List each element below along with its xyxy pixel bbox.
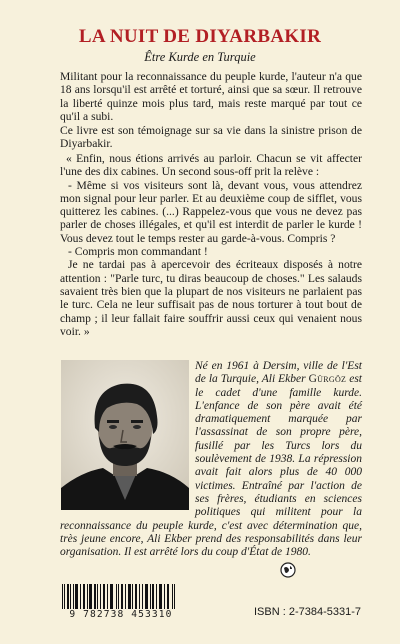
excerpt-paragraph: - Même si vos visiteurs sont là, devant vous, vous attendrez mon signal pour leur parler. Et au deuxième coup de sifflet, vous quitterez les cabines. (...) Rappelez-vous que vous ne devez pas parler de choses illégales, et qu'il est interdit de parler le kurde ! Vous devez tout le temps rester au garde-à-vous. Compris ? bbox=[60, 178, 362, 245]
author-name: Gürgöz bbox=[308, 373, 347, 386]
intro-blurb bbox=[60, 70, 362, 150]
book-subtitle: Être Kurde en Turquie bbox=[144, 50, 256, 64]
barcode-number: 9 782738 453310 bbox=[56, 609, 186, 621]
intro-paragraph: Ce livre est son témoignage sur sa vie dans la sinistre prison de Diyarbakir. bbox=[60, 123, 362, 151]
excerpt-paragraph: - Compris mon commandant ! bbox=[68, 245, 208, 259]
globe-icon bbox=[280, 562, 296, 578]
bio-text: est le cadet d'une famille kurde. L'enfance de son père avait été dramatiquement marquée par l'assassinat de son propre père, fusillé par les Turcs lors du soulèvement de 1938. La répression avait fait alors plus de 40 000 victimes. Entraîné par l'action de ses frères, étudiants en sciences politiques qui militent pour la reconnaissance du peuple kurde, c'est avec détermination que, très jeune encore, Ali Ekber prend des responsabilités dans leur organisation. Il est arrêté lors du coup d'État de 1980. bbox=[60, 373, 362, 559]
excerpt-paragraph: Je ne tardai pas à apercevoir des écriteaux disposés à notre attention : "Parle turc, tu diras beaucoup de choses." Les salauds savaient très bien que la plupart de nos visiteurs ne parlaient pas le turc. Cela ne leur suffisait pas de nous torturer à tout bout de champ ; il leur fallait faire souffrir aussi ceux qui venaient nous voir. » bbox=[60, 258, 362, 338]
bio-text: Né en 1961 à Dersim, ville de l'Est de la Turquie, Ali Ekber bbox=[195, 360, 362, 386]
intro-paragraph: Militant pour la reconnaissance du peuple kurde, l'auteur n'a que 18 ans lorsqu'il est arrêté et torturé, ainsi que sa sœur. Il retrouve la liberté quinze mois plus tard, mais reste marqué par tout ce qu'il a subi. bbox=[60, 70, 362, 124]
book-title: LA NUIT DE DIYARBAKIR bbox=[78, 26, 322, 47]
excerpt-paragraph: « Enfin, nous étions arrivés au parloir. Chacun se vit affecter l'une des dix cabines. Un second sous-off prit la relève : bbox=[60, 152, 362, 179]
author-biography bbox=[60, 360, 362, 559]
isbn: ISBN : 2-7384-5331-7 bbox=[254, 606, 362, 618]
book-excerpt bbox=[60, 152, 362, 338]
